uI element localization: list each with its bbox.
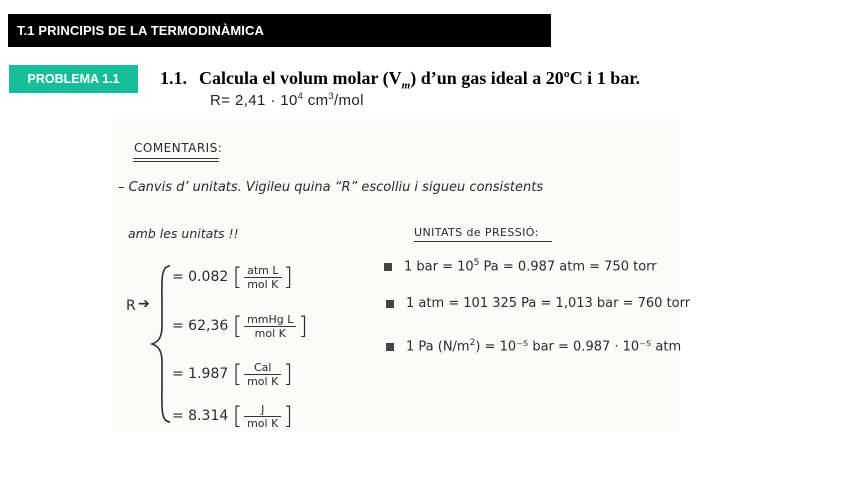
r-value-1-num: atm L — [244, 264, 281, 278]
section-header: T.1 PRINCIPIS DE LA TERMODINÀMICA — [8, 14, 551, 47]
r-value-1-number: = 0.082 — [172, 269, 229, 285]
r-value-2-den: mol K — [254, 326, 286, 340]
pressure-line-1-text: 1 bar = 10 — [404, 259, 474, 275]
units-title: UNITATS de PRESSIÓ: — [414, 226, 539, 239]
result-main: R= 2,41 · 10 — [210, 92, 298, 109]
r-value-3-unit — [244, 361, 281, 388]
r-value-4-unit — [244, 403, 281, 430]
r-value-3-num: Cal — [244, 361, 281, 375]
result-tail: /mol — [333, 92, 364, 109]
note-line-2: amb les unitats !! — [128, 226, 239, 241]
r-value-3-number: = 1.987 — [172, 366, 229, 382]
pressure-line-3-text: 1 Pa (N/m — [406, 339, 470, 355]
pressure-line-3-sup: 2 — [469, 338, 476, 348]
note-line-1: – Canvis d’ unitats. Vigileu quina “R” escolliu i sigueu consistents — [118, 180, 544, 195]
pressure-line-1 — [384, 258, 657, 274]
statement-text: Calcula el volum molar (V — [199, 68, 402, 88]
r-value-4: = 8.314 [ $\frac{J}{\text{mol K}}$ ] — [172, 402, 293, 430]
problem-number: 1.1. — [160, 68, 187, 88]
result-unit: cm — [303, 92, 329, 109]
comments-title: COMENTARIS: — [134, 141, 223, 155]
pressure-line-3 — [386, 338, 681, 354]
comments-underline — [133, 158, 219, 159]
r-value-2-num: mmHg L — [244, 313, 296, 327]
r-value-2: = 62,36 [ $\frac{\text{mmHg L}}{\text{mol K}}$ ] — [172, 312, 308, 340]
pressure-line-2 — [386, 296, 690, 311]
problem-statement — [160, 68, 640, 92]
curly-brace-icon — [150, 264, 174, 424]
r-value-1: = 0.082 [ $\frac{\text{atm L}}{\text{mol K}}$ ] — [172, 263, 293, 291]
bullet-icon — [384, 263, 392, 271]
problem-result — [210, 91, 364, 109]
bullet-icon — [386, 300, 394, 308]
r-value-1-unit — [244, 264, 281, 291]
statement-subscript: m — [401, 79, 411, 92]
r-label: R — [126, 298, 136, 314]
pressure-line-1-tail: Pa = 0.987 atm = 750 torr — [479, 259, 657, 275]
r-value-1-den: mol K — [247, 277, 279, 291]
units-underline — [414, 241, 552, 242]
r-value-4-number: = 8.314 — [172, 408, 229, 424]
r-value-4-den: mol K — [247, 416, 279, 430]
r-value-4-num: J — [244, 403, 281, 417]
problem-badge: PROBLEMA 1.1 — [9, 65, 138, 93]
r-value-3-den: mol K — [247, 374, 279, 388]
pressure-line-1-sup: 5 — [473, 258, 480, 268]
comments-underline-2 — [133, 161, 219, 162]
pressure-line-3-tail: ) = 10⁻⁵ bar = 0.987 · 10⁻⁵ atm — [475, 339, 682, 355]
result-unit-exp: 3 — [328, 91, 334, 101]
statement-end: ) d’un gas ideal a 20ºC i 1 bar. — [410, 68, 641, 88]
pressure-line-2-text: 1 atm = 101 325 Pa = 1,013 bar = 760 torr — [406, 296, 691, 311]
result-exp: 4 — [297, 91, 304, 101]
r-value-3: = 1.987 [ $\frac{\text{Cal}}{\text{mol K}}$ ] — [172, 360, 293, 388]
r-value-2-unit — [244, 313, 296, 340]
arrow-icon: ➔ — [138, 296, 150, 312]
r-value-2-number: = 62,36 — [172, 318, 229, 334]
bullet-icon — [386, 343, 394, 351]
